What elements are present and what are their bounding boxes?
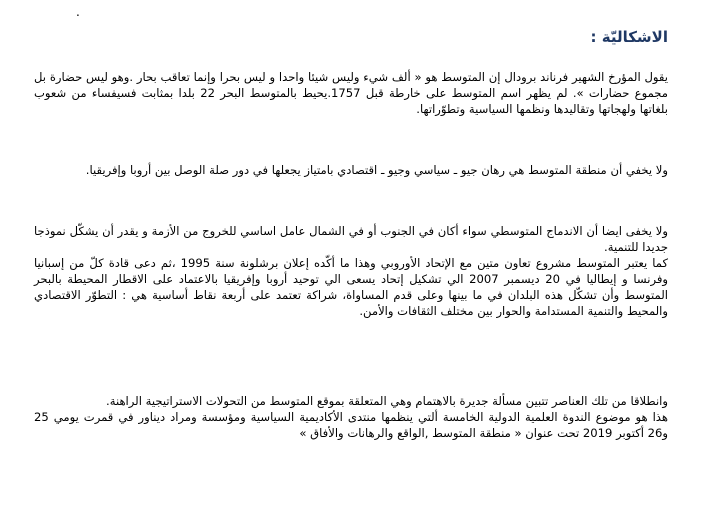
document-page	[34, 0, 668, 506]
corner-mark: .	[76, 5, 80, 19]
paragraph-braudel-quote: يقول المؤرخ الشهير فرناند برودال إن المتوسط هو « ألف شيء وليس شيئا واحدا و ليس بحرا وإنما تعاقب بحار .وهو ليس حضارة بل مجموع حضارات ». لم يظهر اسم المتوسط على خارطة قبل 1757.يحيط بالمتوسط البحر 22 بلدا بمثابت فسيفساء من شعوب بلغاتها ولهجاتها وتقاليدها ونظمها السياسية وتطوّراتها.	[34, 70, 668, 116]
paragraph-geopolitical-stake: ولا يخفي أن منطقة المتوسط هي رهان جيو ـ سياسي وجيو ـ اقتصادي بامتياز يجعلها في دور صلة الوصل بين أروبا وإفريقيا.	[85, 163, 668, 177]
paragraph-integration-partnership: ولا يخفى ايضا أن الاندماج المتوسطي سواء أكان في الجنوب أو في الشمال عامل اساسي للخروج من الأزمة و يقدر أن يشكّل نموذجا جديدا للتنمية. كما يعتبر المتوسط مشروع تعاون متين مع الإتحاد الأوروبي وهذا ما أكّده إعلان برشلونة سنة 1995 ،ثم دعى قادة كلّ من إسبانيا وفرنسا و إيطاليا في 20 ديسمبر 2007 الي تشكيل إتحاد يسعى الي توحيد أروبا وإفريقيا بالاعتماد على الاقطار المحيطة بالبحر المتوسط وأن تشكّل هذه البلدان في ما بينها وعلى قدم المساواة، شراكة تعتمد على أربعة نقاط أساسية هي : التطوّر الاقتصادي والمحيط والتنمية المستدامة والحوار بين مختلف الثقافات والأمن.	[34, 224, 668, 318]
section-title: الاشكاليّة :	[590, 28, 668, 46]
paragraph-symposium-topic: وانطلاقا من تلك العناصر تتبين مسألة جديرة بالاهتمام وهي المتعلقة بموقع المتوسط من التحولات الاستراتيجية الراهنة. هذا هو موضوع الندوة العلمية الدولية الخامسة ألتي ينظمها منتدى الأكاديمية السياسية ومؤسسة ومراد ديناور في قمرت يومي 25 و26 أكتوبر 2019 تحت عنوان « منطقة المتوسط ,الواقع والرهانات والأفاق »	[34, 394, 668, 440]
